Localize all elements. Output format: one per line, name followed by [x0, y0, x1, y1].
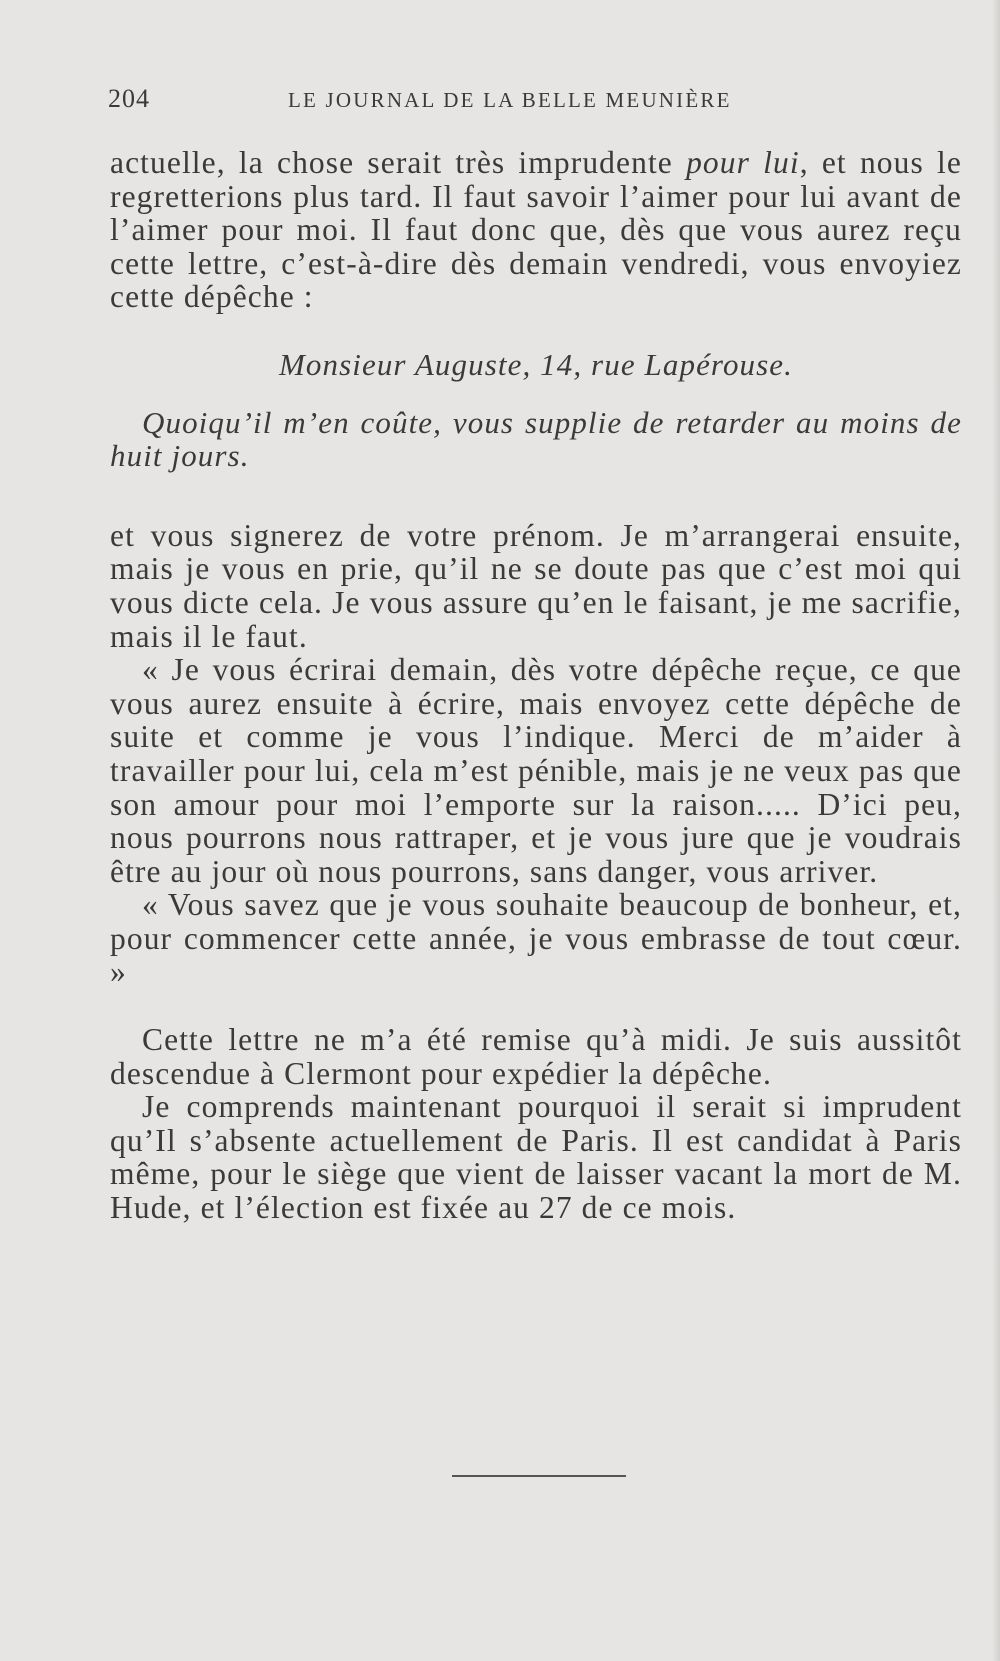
- running-head: LE JOURNAL DE LA BELLE MEUNIÈRE: [288, 88, 732, 112]
- section-end-rule: [452, 1475, 626, 1477]
- paragraph-letter-start: [110, 146, 962, 314]
- page-body: [110, 146, 962, 1225]
- emphasis-text: pour lui: [686, 145, 800, 180]
- paragraph-signature: et vous signerez de votre prénom. Je m’arrangerai ensuite, mais je vous en prie, qu’il ne se doute pas que c’est moi qui vous dicte cela. Je vous assure qu’en le faisant, je me sacrifie, mais il le faut.: [110, 517, 962, 654]
- paragraph-letter-continued: « Je vous écrirai demain, dès votre dépêche reçue, ce que vous aurez ensuite à écrire, mais envoyez cette dépêche de suite et comme je vous l’indique. Merci de m’aider à travailler pour lui, cela m’est pénible, mais je ne veux pas que son amour pour moi l’emporte sur la raison..... D’ici peu, nous pourrons nous rattraper, et je vous jure que je voudrais être au jour où nous pourrons, sans danger, vous arriver.: [110, 652, 962, 889]
- telegram-address: Monsieur Auguste, 14, rue Lapérouse.: [278, 346, 794, 382]
- page-number: 204: [108, 84, 150, 113]
- telegram-message: Quoiqu’il m’en coûte, vous supplie de retarder au moins de huit jours.: [110, 404, 962, 474]
- paragraph-text: , et nous le regretterions plus tard. Il faut savoir l’aimer pour lui avant de l’aimer pour moi. Il faut donc que, dès que vous aurez reçu cette lettre, c’est-à-dire dès demain vendredi, vous envoyiez cette dépêche :: [110, 145, 962, 315]
- paragraph-narrative-2: Je comprends maintenant pourquoi il serait si imprudent qu’Il s’absente actuellement de Paris. Il est candidat à Paris même, pour le siège que vient de laisser vacant la mort de M. Hude, et l’élection est fixée au 27 de ce mois.: [110, 1089, 962, 1226]
- page-edge-shadow: [992, 0, 1000, 1661]
- paragraph-letter-closing: « Vous savez que je vous souhaite beaucoup de bonheur, et, pour commencer cette année, je vous embrasse de tout cœur. »: [110, 887, 962, 990]
- page-header: [108, 84, 964, 114]
- paragraph-text: actuelle, la chose serait très imprudente: [110, 145, 687, 180]
- paragraph-narrative-1: Cette lettre ne m’a été remise qu’à midi. Je suis aussitôt descendue à Clermont pour expédier la dépêche.: [110, 1022, 962, 1091]
